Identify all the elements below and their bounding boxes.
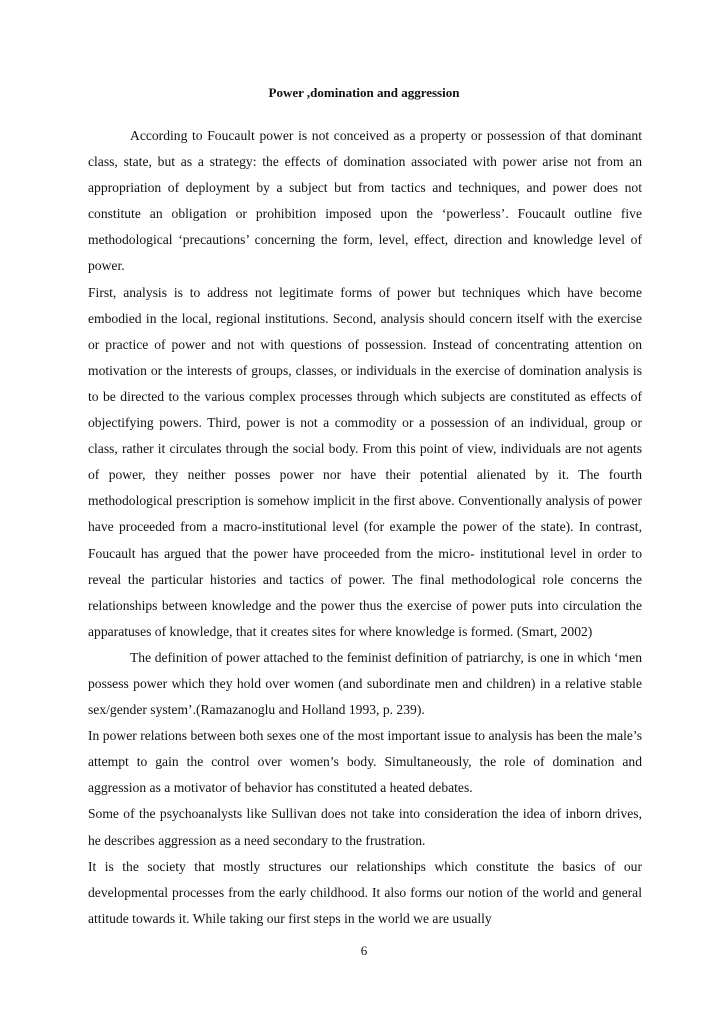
page-number: 6 <box>360 943 368 958</box>
paragraph-methodological-precautions: First, analysis is to address not legitimate forms of power but techniques which have become embodied in the local, regional institutions. Second, analysis should concern itself with the exercise or practice of power and not with questions of possession. Instead of concentrating attention on motivation or the interests of groups, classes, or individuals in the exercise of domination analysis is to be directed to the various complex processes through which subjects are constituted as effects of objectifying powers. Third, power is not a commodity or a possession of an individual, group or class, rather it circulates through the social body. From this point of view, individuals are not agents of power, they neither posses power nor have their potential alienated by it. The fourth methodological prescription is somehow implicit in the first above. Conventionally analysis of power have proceeded from a macro-institutional level (for example the power of the state). In contrast, Foucault has argued that the power have proceeded from the micro- institutional level in order to reveal the particular histories and tactics of power. The final methodological role concerns the relationships between knowledge and the power thus the exercise of power puts into circulation the apparatuses of knowledge, that it creates sites for where knowledge is formed. (Smart, 2002) <box>88 284 642 639</box>
paragraph-feminist-definition: The definition of power attached to the feminist definition of patriarchy, is one in which ‘men possess power which they hold over women (and subordinate men and children) in a relative stable sex/gender system’.(Ramazanoglu and Holland 1993, p. 239). <box>88 649 642 718</box>
paragraph-society: It is the society that mostly structures our relationships which constitute the basics of our developmental processes from the early childhood. It also forms our notion of the world and general attitude towards it. While taking our first steps in the world we are usually <box>88 858 642 926</box>
paragraph-foucault-intro: According to Foucault power is not conceived as a property or possession of that dominant class, state, but as a strategy: the effects of domination associated with power arise not from an appropriation of deployment by a subject but from tactics and techniques, and power does not constitute an obligation or prohibition imposed upon the ‘powerless’. Foucault outline five methodological ‘precautions’ concerning the form, level, effect, direction and knowledge level of power. <box>88 128 642 274</box>
paragraph-power-relations: In power relations between both sexes one of the most important issue to analysis has been the male’s attempt to gain the control over women’s body. Simultaneously, the role of domination and aggression as a motivator of behavior has constituted a heated debates. <box>88 728 642 796</box>
paragraph-psychoanalysts: Some of the psychoanalysts like Sullivan does not take into consideration the idea of inborn drives, he describes aggression as a need secondary to the frustration. <box>88 806 642 848</box>
document-body <box>88 123 642 932</box>
page-title: Power ,domination and aggression <box>268 85 460 100</box>
